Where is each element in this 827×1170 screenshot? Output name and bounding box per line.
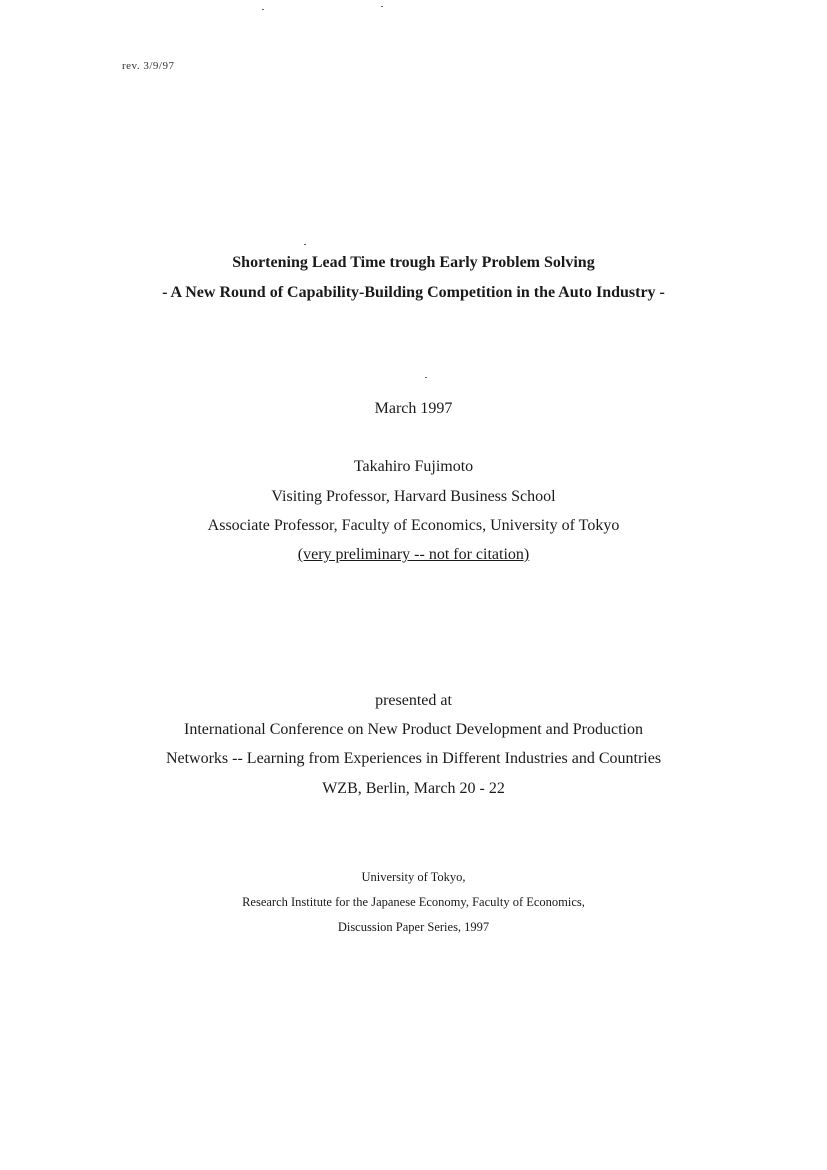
series-institution: University of Tokyo,	[361, 870, 466, 884]
title-subtitle: - A New Round of Capability-Building Competition in the Auto Industry -	[162, 284, 665, 301]
citation-note	[0, 546, 827, 564]
citation-note-text: (very preliminary -- not for citation)	[297, 546, 530, 563]
conference-name-line2: Networks -- Learning from Experiences in Different Industries and Countries	[165, 750, 662, 767]
presented-at: presented at	[375, 692, 452, 709]
series-institute: Research Institute for the Japanese Economy, Faculty of Economics,	[242, 895, 585, 909]
scan-speck	[425, 377, 427, 378]
author-affiliation-tokyo: Associate Professor, Faculty of Economics, University of Tokyo	[207, 517, 620, 534]
title-main: Shortening Lead Time trough Early Problem Solving	[232, 254, 595, 271]
author-affiliation-harvard: Visiting Professor, Harvard Business School	[271, 488, 556, 505]
scan-speck	[381, 6, 383, 7]
scan-speck	[262, 9, 264, 10]
revision-date: rev. 3/9/97	[122, 60, 175, 72]
author-name: Takahiro Fujimoto	[353, 458, 474, 475]
scan-speck	[304, 244, 306, 245]
conference-name-line1: International Conference on New Product Development and Production	[184, 721, 643, 738]
series-name: Discussion Paper Series, 1997	[337, 920, 490, 934]
date: March 1997	[374, 400, 453, 417]
conference-venue: WZB, Berlin, March 20 - 22	[322, 780, 505, 797]
